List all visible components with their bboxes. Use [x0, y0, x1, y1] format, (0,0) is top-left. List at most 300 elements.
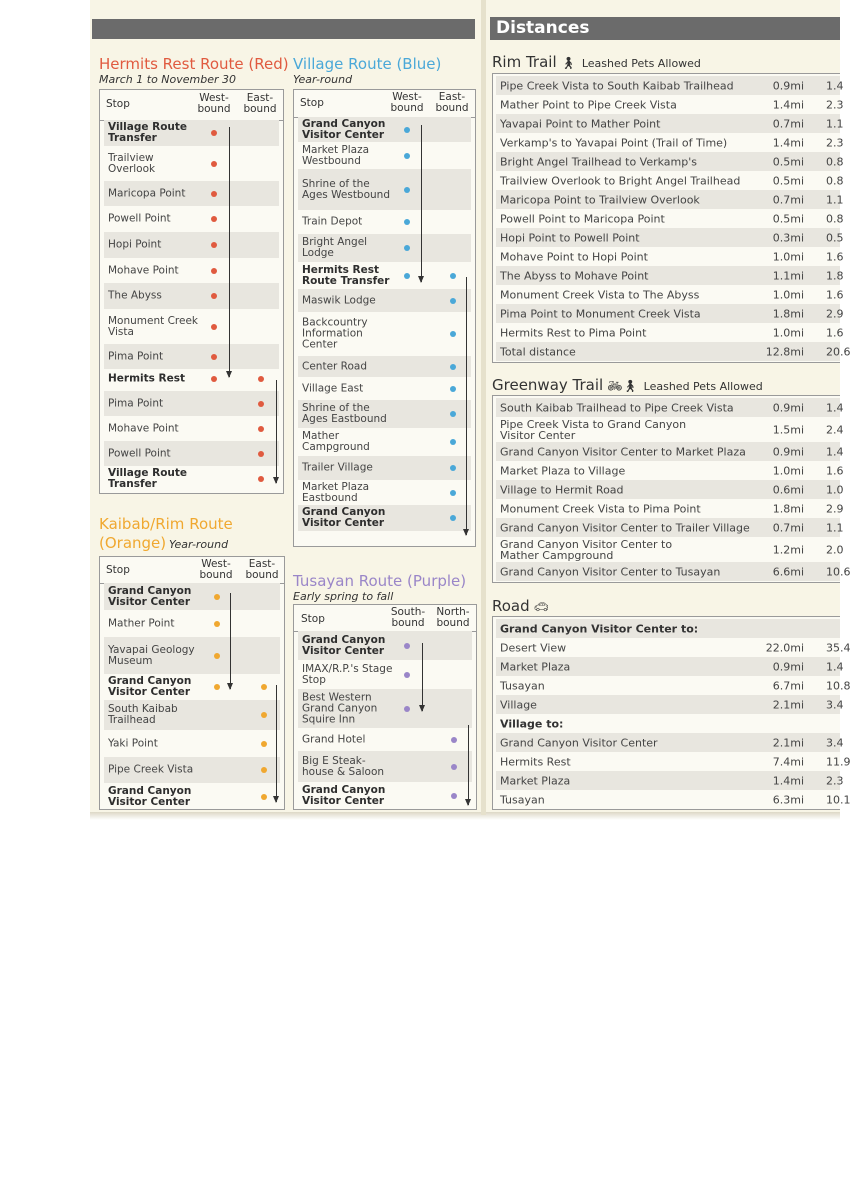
kaibab-stop-row — [104, 637, 280, 674]
distance-row — [496, 638, 851, 657]
distance-row — [496, 398, 844, 417]
stop-name: Mather Campground — [302, 430, 370, 453]
stop-name: Mohave Point — [108, 264, 179, 276]
distance-row — [496, 790, 851, 809]
direction-arrow — [422, 643, 423, 711]
eastbound-header: East- bound — [243, 92, 277, 115]
stop-dot — [450, 465, 456, 471]
stop-dot — [450, 273, 456, 279]
direction-arrow — [421, 125, 422, 282]
distance-route-name: Market Plaza to Village — [500, 464, 626, 477]
hermits-stop-row — [104, 309, 279, 344]
westbound-header: West- bound — [199, 558, 233, 581]
distance-km: 1.0 — [826, 483, 844, 496]
hermits-stop-row — [104, 181, 279, 206]
distance-row — [496, 417, 844, 442]
stop-dot — [261, 794, 267, 800]
stop-name: Yaki Point — [108, 737, 158, 749]
distance-route-name: Monument Creek Vista to The Abyss — [500, 288, 700, 301]
distance-miles: 1.4mi — [772, 136, 804, 149]
distance-miles: 1.0mi — [772, 464, 804, 477]
distance-row — [496, 133, 844, 152]
hiker-icon: 🚶︎ — [560, 56, 576, 70]
hermits-stop-row — [104, 391, 279, 416]
road-title — [492, 597, 549, 615]
distance-km: 1.6 — [826, 326, 844, 339]
greenway-trail-title — [492, 376, 763, 394]
distance-row — [496, 619, 840, 638]
tusayan-stop-row — [298, 689, 472, 728]
stop-name: Powell Point — [108, 447, 171, 459]
stop-name: Village Route Transfer — [108, 121, 188, 144]
stop-dot — [450, 515, 456, 521]
village-stop-row — [298, 289, 471, 312]
stop-header: Stop — [300, 97, 324, 109]
rim-trail-distance-table — [492, 73, 851, 363]
kaibab-route-subtitle: Year-round — [169, 538, 229, 551]
southbound-header: South- bound — [390, 606, 426, 629]
distance-row — [496, 695, 844, 714]
distance-route-name: Verkamp's to Yavapai Point (Trail of Time) — [500, 136, 728, 149]
distance-route-name: Village to Hermit Road — [500, 483, 624, 496]
direction-arrow — [276, 380, 277, 483]
stop-dot — [211, 216, 217, 222]
direction-arrow — [468, 725, 469, 805]
stop-name: Center Road — [302, 360, 368, 372]
village-stop-row — [298, 505, 471, 531]
stop-name: Grand Canyon Visitor Center — [302, 633, 386, 657]
stop-name: Bright Angel Lodge — [302, 236, 368, 259]
distance-miles: 0.7mi — [772, 521, 804, 534]
kaibab-route-title: Kaibab/Rim Route — [99, 515, 233, 533]
stop-name: Trailer Village — [302, 461, 373, 474]
rim-trail-title — [492, 53, 701, 71]
distance-miles: 12.8mi — [765, 345, 804, 358]
stop-name: Village East — [302, 382, 364, 394]
stop-dot — [211, 376, 217, 382]
stop-dot — [211, 354, 217, 360]
stop-dot — [404, 672, 410, 678]
stop-name: Shrine of the Ages Eastbound — [302, 402, 387, 425]
hermits-stop-row — [104, 466, 279, 491]
stop-dot — [258, 476, 264, 482]
distance-miles: 1.5mi — [772, 423, 804, 436]
distance-km: 2.0 — [826, 543, 844, 556]
distance-km: 0.8 — [826, 174, 844, 187]
eastbound-header: East- bound — [435, 91, 469, 114]
distance-route-name: Monument Creek Vista to Pima Point — [500, 502, 701, 515]
distance-route-name: Grand Canyon Visitor Center — [500, 736, 658, 749]
stop-header: Stop — [106, 98, 130, 110]
stop-name: Hermits Rest Route Transfer — [302, 263, 390, 287]
distance-km: 2.3 — [826, 98, 844, 111]
hermits-stop-row — [104, 146, 279, 181]
stop-dot — [211, 293, 217, 299]
hermits-stop-row — [104, 258, 279, 283]
distance-route-name: Grand Canyon Visitor Center to Mather Campground — [500, 537, 673, 562]
stop-dot — [404, 643, 410, 649]
distance-route-name: Grand Canyon Visitor Center to Trailer Village — [500, 521, 750, 534]
distance-row — [496, 190, 844, 209]
distance-km: 2.3 — [826, 774, 844, 787]
stop-dot — [404, 219, 410, 225]
direction-arrow — [466, 277, 467, 535]
kaibab-stop-row — [104, 700, 280, 730]
village-stop-row — [298, 312, 471, 356]
distance-miles: 0.9mi — [772, 660, 804, 673]
distance-row — [496, 657, 844, 676]
distance-route-name: Tusayan — [500, 793, 545, 806]
stop-dot — [261, 684, 267, 690]
tusayan-route-subtitle: Early spring to fall — [293, 590, 394, 603]
village-route-subtitle: Year-round — [293, 73, 353, 86]
distance-km: 0.5 — [826, 231, 844, 244]
distance-miles: 0.9mi — [772, 401, 804, 414]
westbound-header: West- bound — [197, 92, 231, 115]
stop-name: The Abyss — [108, 289, 162, 302]
kaibab-stop-row — [104, 757, 280, 783]
distance-km: 35.4 — [826, 641, 851, 654]
distance-route-name: Mohave Point to Hopi Point — [500, 250, 648, 263]
distance-row — [496, 76, 844, 95]
distance-km: 1.1 — [826, 521, 844, 534]
stop-header: Stop — [301, 613, 325, 625]
stop-dot — [214, 594, 220, 600]
distance-row — [496, 752, 851, 771]
northbound-header: North- bound — [436, 606, 470, 629]
village-stop-row — [298, 400, 471, 428]
kaibab-schedule-table — [99, 556, 285, 810]
distance-miles: 22.0mi — [765, 641, 804, 654]
hermits-stop-row — [104, 206, 279, 232]
stop-dot — [214, 621, 220, 627]
stop-dot — [451, 764, 457, 770]
distance-route-name: Powell Point to Maricopa Point — [500, 212, 665, 225]
stop-dot — [258, 426, 264, 432]
distance-route-name: Grand Canyon Visitor Center to Market Plaza — [500, 445, 746, 458]
stop-dot — [404, 187, 410, 193]
distance-row — [496, 733, 844, 752]
distance-km: 1.6 — [826, 250, 844, 263]
village-stop-row — [298, 210, 471, 234]
distance-route-name: Grand Canyon Visitor Center to Tusayan — [500, 565, 721, 578]
distance-miles: 6.3mi — [772, 793, 804, 806]
stop-name: Grand Canyon Visitor Center — [108, 584, 192, 608]
kaibab-stop-row — [104, 730, 280, 757]
direction-arrow — [230, 593, 231, 689]
distance-miles: 1.2mi — [772, 543, 804, 556]
direction-arrow — [229, 127, 230, 377]
kaibab-stop-row — [104, 583, 280, 610]
village-stop-row — [298, 262, 471, 289]
distance-route-name: Total distance — [500, 345, 576, 358]
distance-miles: 0.5mi — [772, 174, 804, 187]
distance-route-name: Village to: — [500, 717, 564, 730]
stop-dot — [451, 737, 457, 743]
distance-miles: 1.8mi — [772, 502, 804, 515]
distance-miles: 0.9mi — [772, 79, 804, 92]
distance-km: 1.4 — [826, 660, 844, 673]
distance-miles: 6.6mi — [772, 565, 804, 578]
kaibab-stop-row — [104, 610, 280, 637]
distance-km: 1.1 — [826, 117, 844, 130]
distance-row — [496, 499, 844, 518]
table-header — [100, 90, 283, 121]
stop-dot — [211, 191, 217, 197]
distance-km: 10.8 — [826, 679, 851, 692]
stop-name: Maricopa Point — [108, 187, 186, 199]
distance-miles: 7.4mi — [772, 755, 804, 768]
distance-row — [496, 266, 844, 285]
distance-route-name: Market Plaza — [500, 660, 571, 673]
stop-dot — [450, 490, 456, 496]
stop-name: Monument Creek Vista — [108, 314, 199, 338]
stop-name: IMAX/R.P.'s Stage Stop — [302, 662, 393, 686]
distance-miles: 0.7mi — [772, 117, 804, 130]
distance-row — [496, 342, 851, 361]
tusayan-route-title: Tusayan Route (Purple) — [293, 572, 467, 590]
distance-row — [496, 537, 844, 562]
stop-name: Backcountry Information Center — [302, 316, 368, 351]
stop-name: Pipe Creek Vista — [108, 763, 194, 776]
village-stop-row — [298, 428, 471, 456]
stop-name: Grand Canyon Visitor Center — [302, 506, 386, 529]
stop-dot — [258, 401, 264, 407]
distance-km: 1.8 — [826, 269, 844, 282]
distances-header-bar — [490, 17, 840, 40]
distance-row — [496, 228, 844, 247]
stop-name: Grand Canyon Visitor Center — [302, 783, 386, 807]
distance-miles: 1.0mi — [772, 288, 804, 301]
distance-miles: 0.5mi — [772, 212, 804, 225]
distance-row — [496, 114, 844, 133]
distance-route-name: Bright Angel Trailhead to Verkamp's — [500, 155, 697, 168]
hermits-stop-row — [104, 441, 279, 466]
stop-header: Stop — [106, 564, 130, 576]
distance-route-name: The Abyss to Mohave Point — [500, 269, 649, 282]
stop-name: Trailview Overlook — [108, 151, 156, 175]
distance-km: 10.6 — [826, 565, 851, 578]
village-stop-row — [298, 456, 471, 480]
stop-name: Grand Hotel — [302, 733, 366, 745]
distance-km: 11.9 — [826, 755, 851, 768]
stop-name: Market Plaza Westbound — [302, 143, 370, 167]
rim-trail-note: Leashed Pets Allowed — [581, 57, 701, 70]
distance-row — [496, 714, 840, 733]
hermits-stop-row — [104, 416, 279, 441]
stop-dot — [261, 767, 267, 773]
distance-row — [496, 771, 844, 790]
tusayan-stop-row — [298, 782, 472, 809]
kaibab-stop-row — [104, 674, 280, 700]
distance-km: 2.3 — [826, 136, 844, 149]
stop-dot — [258, 376, 264, 382]
bike-hiker-icon: 🚲︎🚶︎ — [607, 379, 638, 393]
distance-route-name: Grand Canyon Visitor Center to: — [500, 622, 699, 635]
distance-row — [496, 461, 844, 480]
stop-name: Pima Point — [108, 350, 164, 362]
distance-miles: 1.0mi — [772, 250, 804, 263]
stop-dot — [211, 242, 217, 248]
distance-miles: 6.7mi — [772, 679, 804, 692]
car-icon: 🚗︎ — [533, 600, 549, 614]
village-stop-row — [298, 169, 471, 210]
distance-row — [496, 152, 844, 171]
stop-dot — [450, 411, 456, 417]
stop-name: Hermits Rest — [108, 372, 186, 384]
distance-km: 3.4 — [826, 736, 844, 749]
stop-name: Best Western Grand Canyon Squire Inn — [302, 691, 378, 725]
village-schedule-table — [293, 89, 476, 547]
hermits-stop-row — [104, 283, 279, 309]
rim-trail-label: Rim Trail — [492, 53, 557, 71]
kaibab-stop-row — [104, 783, 280, 810]
distance-row — [496, 285, 844, 304]
stop-name: Yavapai Geology Museum — [108, 643, 195, 667]
stop-name: Shrine of the Ages Westbound — [302, 177, 390, 201]
distance-km: 0.8 — [826, 212, 844, 225]
distance-route-name: Pipe Creek Vista to South Kaibab Trailhead — [500, 79, 734, 92]
distance-row — [496, 442, 844, 461]
header-bar-left — [92, 19, 475, 39]
stop-dot — [261, 712, 267, 718]
table-header — [294, 90, 475, 118]
distance-miles: 1.0mi — [772, 326, 804, 339]
distance-km: 0.8 — [826, 155, 844, 168]
stop-dot — [450, 386, 456, 392]
stop-dot — [451, 793, 457, 799]
stop-name: Powell Point — [108, 212, 171, 225]
distance-miles: 1.4mi — [772, 98, 804, 111]
distance-row — [496, 95, 844, 114]
distance-miles: 0.5mi — [772, 155, 804, 168]
hermits-schedule-table — [99, 89, 284, 494]
distance-km: 2.4 — [826, 423, 844, 436]
distance-miles: 0.3mi — [772, 231, 804, 244]
distance-miles: 1.4mi — [772, 774, 804, 787]
distance-row — [496, 562, 851, 581]
distance-route-name: Maricopa Point to Trailview Overlook — [500, 193, 700, 206]
hermits-stop-row — [104, 120, 279, 146]
distance-km: 3.4 — [826, 698, 844, 711]
distance-km: 1.6 — [826, 288, 844, 301]
distance-km: 10.1 — [826, 793, 851, 806]
distance-row — [496, 209, 844, 228]
stop-dot — [214, 684, 220, 690]
village-stop-row — [298, 117, 471, 142]
distance-miles: 1.1mi — [772, 269, 804, 282]
distance-route-name: South Kaibab Trailhead to Pipe Creek Vista — [500, 401, 734, 414]
distance-row — [496, 480, 844, 499]
kaibab-route-title-color: (Orange) — [99, 534, 167, 552]
stop-name: Maswik Lodge — [302, 294, 376, 306]
distances-title: Distances — [496, 18, 590, 38]
stop-name: Grand Canyon Visitor Center — [108, 675, 192, 698]
distance-miles: 0.6mi — [772, 483, 804, 496]
distance-miles: 1.8mi — [772, 307, 804, 320]
distance-km: 1.4 — [826, 401, 844, 414]
stop-dot — [211, 130, 217, 136]
distance-route-name: Yavapai Point to Mather Point — [500, 117, 661, 130]
eastbound-header: East- bound — [245, 558, 279, 581]
distance-row — [496, 304, 844, 323]
tusayan-stop-row — [298, 728, 472, 751]
stop-name: Grand Canyon Visitor Center — [302, 117, 386, 141]
stop-dot — [261, 741, 267, 747]
distance-miles: 2.1mi — [772, 698, 804, 711]
hermits-route-title: Hermits Rest Route (Red) — [99, 55, 289, 73]
stop-dot — [404, 273, 410, 279]
distance-route-name: Hopi Point to Powell Point — [500, 231, 640, 244]
village-stop-row — [298, 377, 471, 400]
hermits-stop-row — [104, 366, 279, 391]
stop-dot — [258, 451, 264, 457]
stop-name: South Kaibab Trailhead — [108, 703, 178, 726]
stop-dot — [404, 706, 410, 712]
distance-route-name: Desert View — [500, 641, 567, 654]
distance-route-name: Pipe Creek Vista to Grand Canyon Visitor Center — [500, 417, 687, 442]
road-distance-table — [492, 616, 851, 810]
village-stop-row — [298, 480, 471, 505]
distance-km: 1.4 — [826, 445, 844, 458]
hermits-stop-row — [104, 232, 279, 258]
distance-miles: 0.7mi — [772, 193, 804, 206]
distance-route-name: Pima Point to Monument Creek Vista — [500, 307, 701, 320]
stop-dot — [450, 364, 456, 370]
distance-route-name: Mather Point to Pipe Creek Vista — [500, 98, 677, 111]
greenway-trail-note: Leashed Pets Allowed — [643, 380, 763, 393]
greenway-trail-label: Greenway Trail — [492, 376, 604, 394]
stop-name: Pima Point — [108, 397, 164, 409]
distance-route-name: Tusayan — [500, 679, 545, 692]
page-fold — [481, 0, 486, 815]
stop-dot — [404, 245, 410, 251]
distance-row — [496, 247, 844, 266]
table-header — [100, 557, 284, 584]
distance-row — [496, 676, 851, 695]
distance-route-name: Village — [500, 698, 537, 711]
distance-km: 1.6 — [826, 464, 844, 477]
village-stop-row — [298, 142, 471, 169]
distance-row — [496, 518, 844, 537]
stop-name: Mather Point — [108, 617, 175, 629]
stop-dot — [404, 127, 410, 133]
stop-dot — [211, 161, 217, 167]
distance-route-name: Market Plaza — [500, 774, 571, 787]
tusayan-stop-row — [298, 660, 472, 689]
stop-dot — [404, 153, 410, 159]
stop-name: Mohave Point — [108, 422, 179, 434]
stop-dot — [450, 298, 456, 304]
tusayan-stop-row — [298, 751, 472, 782]
stop-name: Grand Canyon Visitor Center — [108, 784, 192, 808]
distance-row — [496, 323, 844, 342]
stop-dot — [450, 439, 456, 445]
distance-miles: 2.1mi — [772, 736, 804, 749]
stop-name: Train Depot — [302, 215, 363, 228]
stop-dot — [450, 331, 456, 337]
tusayan-schedule-table — [293, 604, 477, 810]
village-stop-row — [298, 234, 471, 262]
stop-name: Big E Steak-house & Saloon — [302, 754, 385, 778]
greenway-distance-table — [492, 395, 851, 583]
distance-km: 20.6 — [826, 345, 851, 358]
distance-km: 2.9 — [826, 307, 844, 320]
distance-route-name: Trailview Overlook to Bright Angel Trailhead — [500, 174, 741, 187]
table-header — [294, 605, 476, 632]
stop-dot — [211, 268, 217, 274]
distance-km: 1.4 — [826, 79, 844, 92]
